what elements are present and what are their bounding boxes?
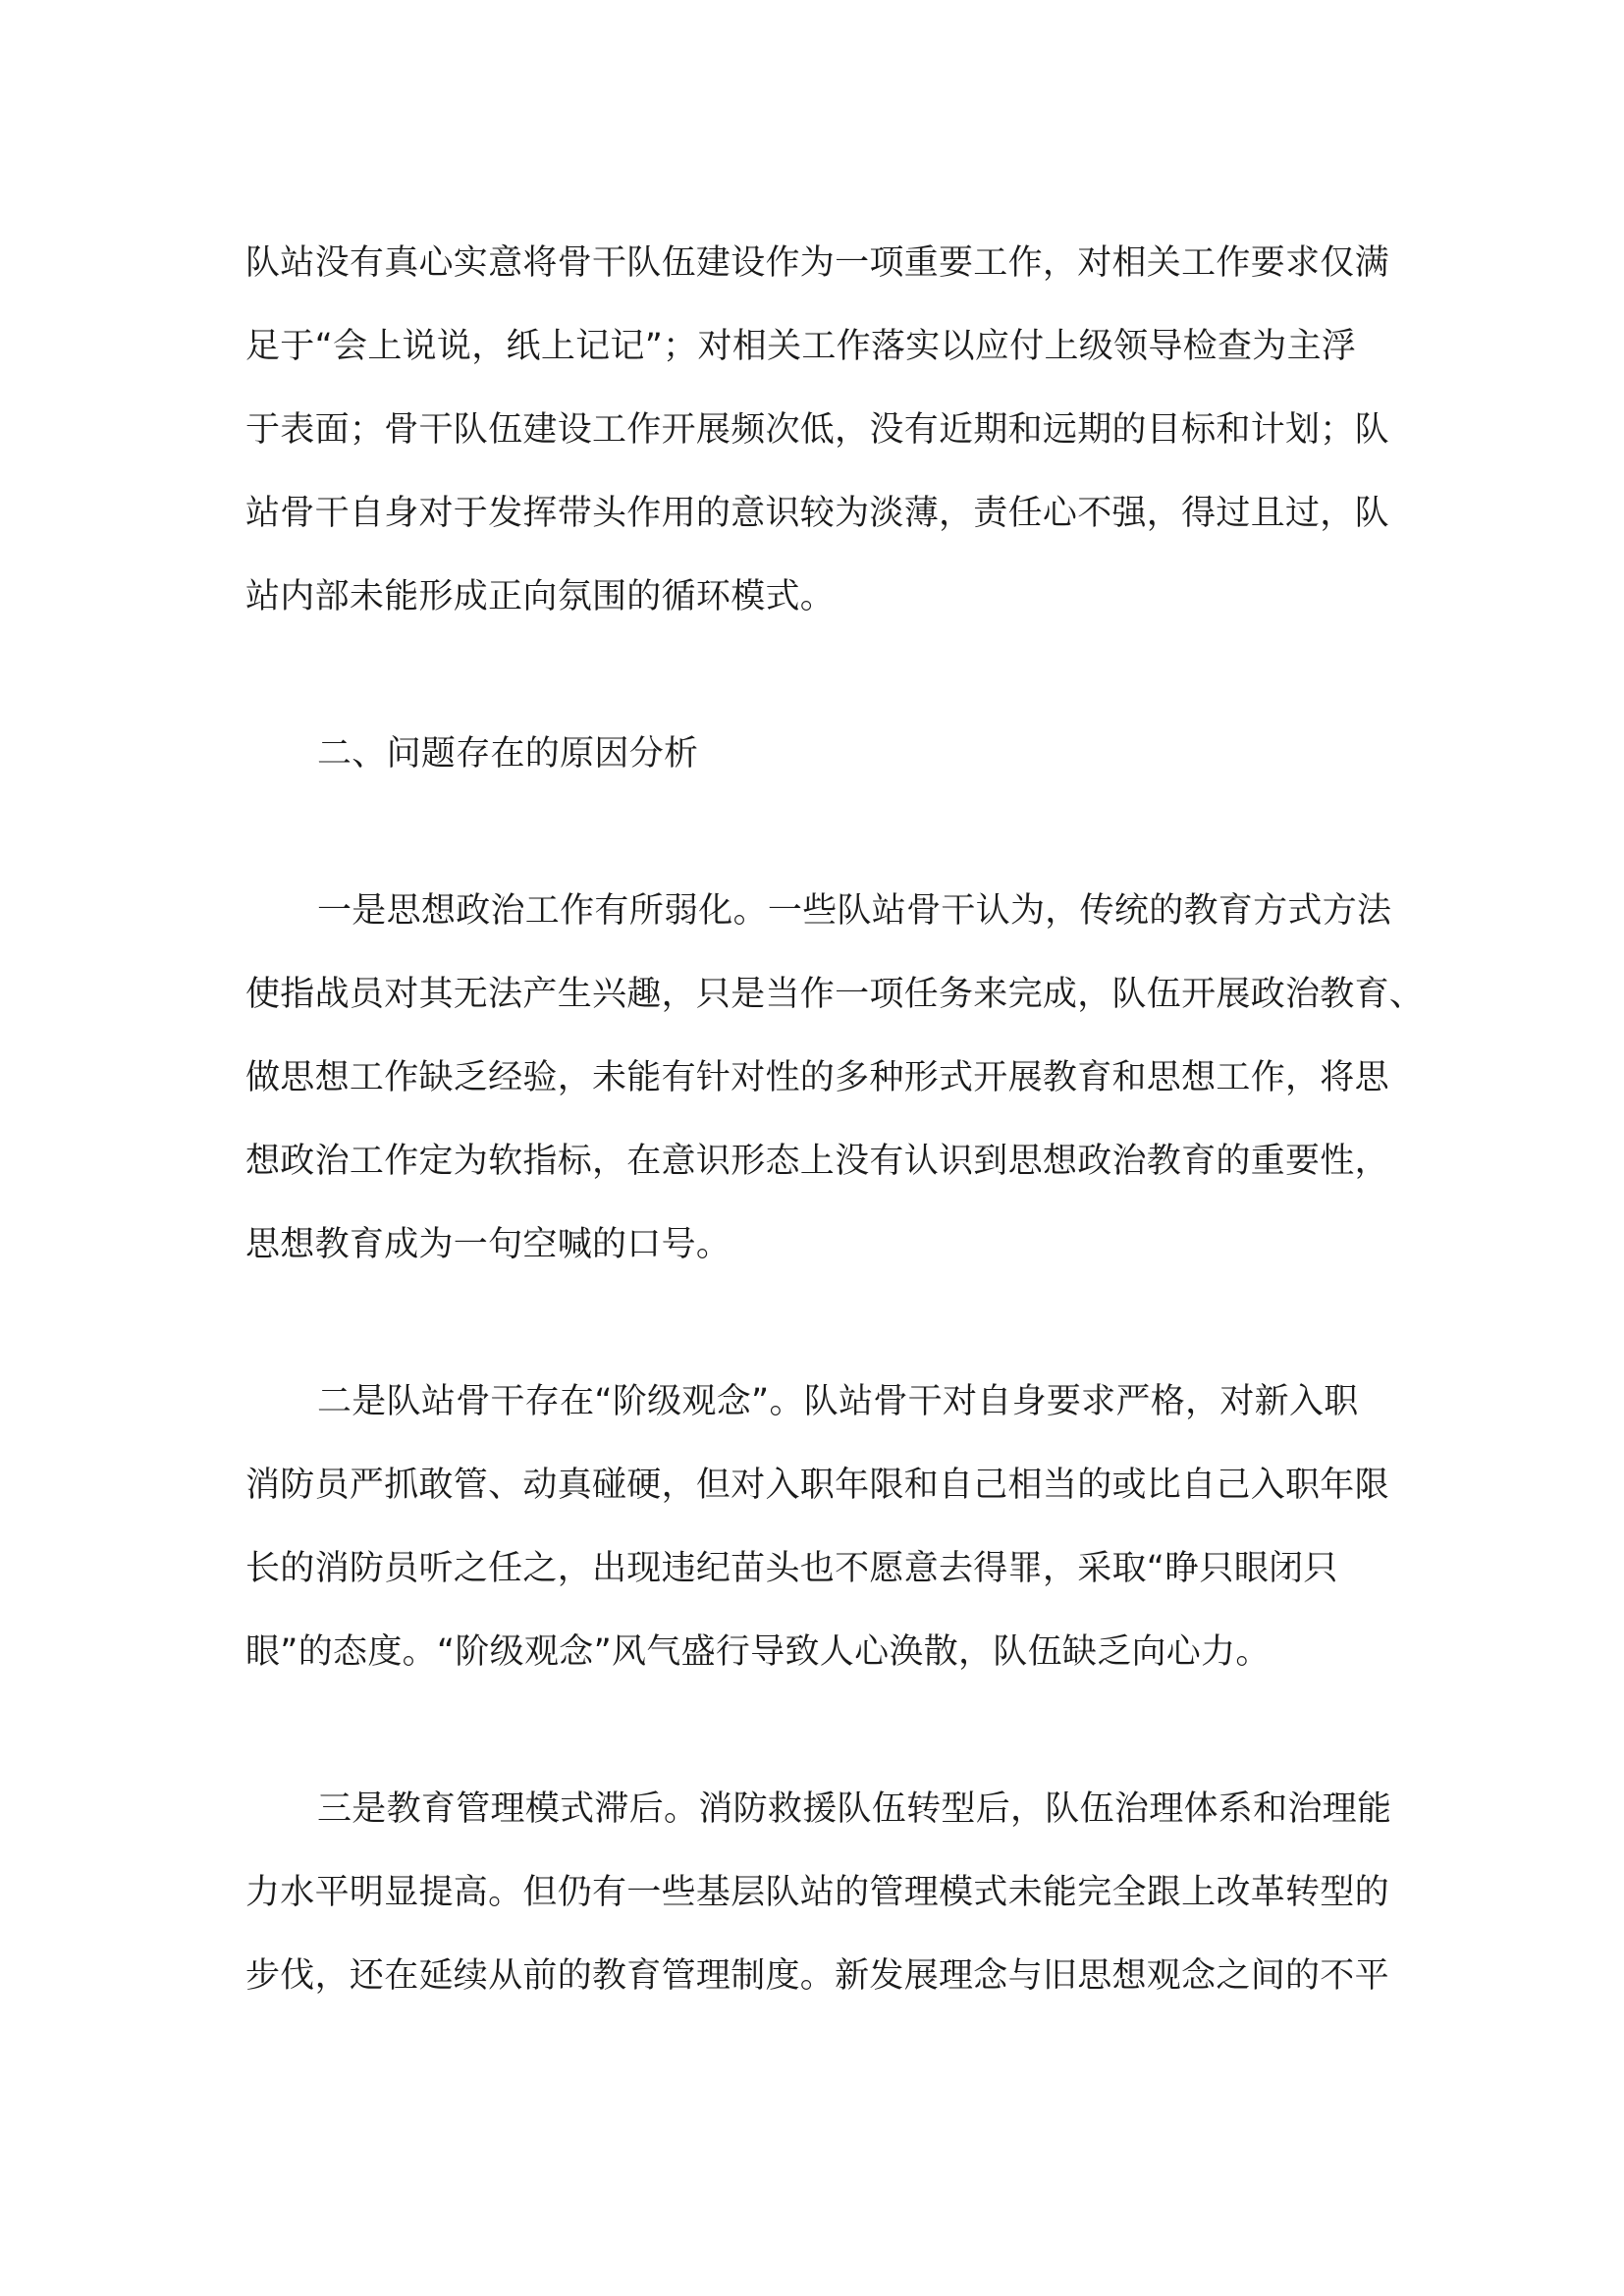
paragraph-reason-3: [245, 1768, 1392, 2018]
text-line: 步伐，还在延续从前的教育管理制度。新发展理念与旧思想观念之间的不平: [245, 1956, 1389, 1996]
text-line: 想政治工作定为软指标，在意识形态上没有认识到思想政治教育的重要性，: [245, 1142, 1389, 1181]
text-line: 做思想工作缺乏经验，未能有针对性的多种形式开展教育和思想工作，将思: [245, 1058, 1389, 1097]
text-line: 一是思想政治工作有所弱化。一些队站骨干认为，传统的教育方式方法: [317, 891, 1392, 931]
text-line: 眼”的态度。“阶级观念”风气盛行导致人心涣散，队伍缺乏向心力。: [245, 1632, 1271, 1672]
text-line: 站骨干自身对于发挥带头作用的意识较为淡薄，责任心不强，得过且过，队: [245, 494, 1389, 533]
heading-text: 二、问题存在的原因分析: [317, 734, 699, 774]
text-line: 思想教育成为一句空喊的口号。: [245, 1225, 731, 1264]
text-line: 二是队站骨干存在“阶级观念”。队站骨干对自身要求严格，对新入职: [317, 1382, 1359, 1421]
paragraph-reason-1: [245, 870, 1425, 1287]
text-line: 站内部未能形成正向氛围的循环模式。: [245, 577, 836, 616]
text-line: 足于“会上说说，纸上记记”；对相关工作落实以应付上级领导检查为主浮: [245, 327, 1357, 366]
paragraph-intro: [245, 222, 1389, 639]
paragraph-reason-2: [245, 1361, 1389, 1694]
text-line: 长的消防员听之任之，出现违纪苗头也不愿意去得罪，采取“睁只眼闭只: [245, 1549, 1338, 1588]
text-line: 队站没有真心实意将骨干队伍建设作为一项重要工作，对相关工作要求仅满: [245, 243, 1389, 283]
section-heading: [245, 713, 1384, 796]
text-line: 三是教育管理模式滞后。消防救援队伍转型后，队伍治理体系和治理能: [317, 1789, 1392, 1829]
text-line: 于表面；骨干队伍建设工作开展频次低，没有近期和远期的目标和计划；队: [245, 410, 1389, 450]
text-line: 使指战员对其无法产生兴趣，只是当作一项任务来完成，队伍开展政治教育、: [245, 975, 1425, 1014]
text-line: 消防员严抓敢管、动真碰硬，但对入职年限和自己相当的或比自己入职年限: [245, 1466, 1389, 1505]
document-body: [245, 222, 1425, 2092]
text-line: 力水平明显提高。但仍有一些基层队站的管理模式未能完全跟上改革转型的: [245, 1873, 1389, 1912]
